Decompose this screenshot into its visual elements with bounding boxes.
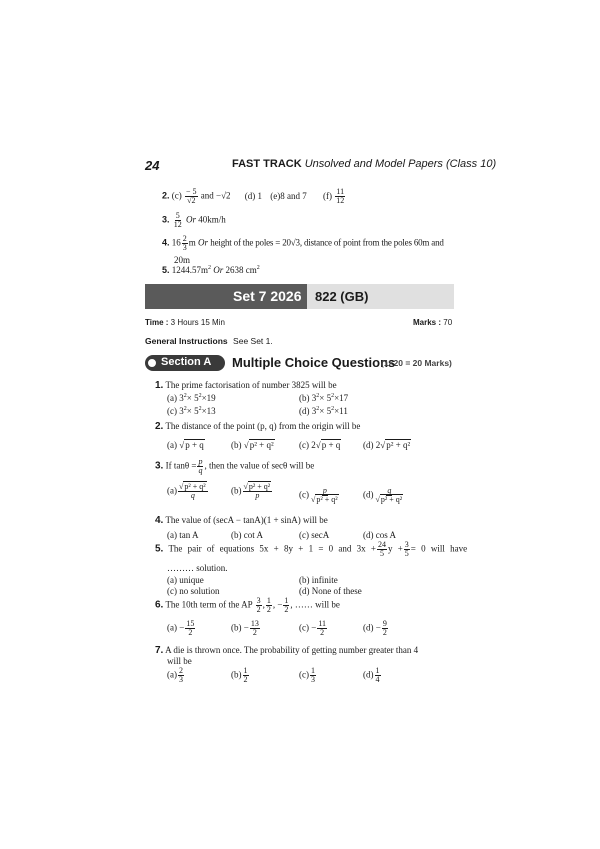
- option-label: (c): [299, 489, 309, 500]
- option-text: ×13: [201, 406, 216, 416]
- question-text: The distance of the point (p, q) from the origin will be: [165, 421, 361, 431]
- option-label: (b): [231, 485, 242, 496]
- frac-num: 15: [186, 619, 195, 628]
- option-label: (d): [363, 669, 374, 680]
- answer-text: 1244.57m: [171, 265, 209, 275]
- q1-option-c: (c) $3^2\times 5^2\times 13$: [167, 406, 216, 416]
- q4-option-a: (a) tan A: [167, 530, 199, 540]
- q3-option-c: [299, 487, 341, 504]
- question-number: 1.: [155, 380, 164, 391]
- fraction: [404, 541, 410, 558]
- fraction: [250, 620, 260, 637]
- fraction: [173, 212, 183, 229]
- option-text: (a) 3: [167, 393, 184, 403]
- fraction: [377, 541, 387, 558]
- frac-den: 2: [256, 605, 261, 614]
- general-label: General Instructions: [145, 336, 228, 346]
- fraction: [266, 597, 272, 614]
- frac-den: 2: [243, 675, 248, 684]
- question-text: , then the value of secθ will be: [204, 460, 315, 471]
- option-label: (b) −: [231, 622, 249, 633]
- unit: m: [188, 237, 196, 248]
- set-banner: [145, 284, 454, 309]
- fraction: [335, 188, 345, 205]
- time-label: Time :: [145, 318, 169, 327]
- answer-4: [162, 235, 444, 252]
- frac-num: 2: [179, 666, 183, 675]
- frac-den: 5: [404, 549, 409, 558]
- answer-3: [162, 212, 226, 229]
- answer-text: and −√2: [200, 190, 231, 201]
- frac-den: 2: [266, 605, 271, 614]
- marks-label: Marks :: [413, 318, 442, 327]
- option-label: (d) 1: [244, 190, 263, 201]
- option-label: (d) 2: [363, 440, 381, 450]
- frac-num: 24: [377, 540, 386, 549]
- page-number: 24: [145, 158, 160, 173]
- option-text: p + q: [185, 440, 204, 450]
- q4-option-d: (d) cos A: [363, 530, 396, 540]
- question-7: [155, 645, 418, 656]
- fraction: [317, 620, 327, 637]
- q3-option-a: [167, 483, 209, 500]
- q4-option-b: (b) cot A: [231, 530, 263, 540]
- question-number: 2.: [155, 421, 164, 432]
- option-label: (c) 2: [299, 440, 316, 450]
- answer-4-line2: 20m: [174, 255, 191, 265]
- general-instructions: [145, 336, 273, 346]
- fraction: [178, 667, 184, 684]
- fraction: [185, 188, 198, 205]
- option-label: (f): [323, 190, 333, 201]
- option-label: (b): [231, 669, 242, 680]
- frac-num: 13: [250, 619, 259, 628]
- q5-option-c: (c) no solution: [167, 586, 220, 596]
- frac-den: p² + q²: [316, 495, 338, 504]
- section-badge: [145, 355, 225, 371]
- question-number: 7.: [155, 645, 164, 656]
- frac-den: 4: [375, 675, 380, 684]
- frac-num: 2: [182, 234, 187, 243]
- fraction: [382, 620, 388, 637]
- q1-option-d: (d) $3^2\times 5^2\times 11$: [299, 406, 348, 416]
- q7-option-b: [231, 667, 250, 684]
- frac-den: 2: [252, 628, 257, 637]
- option-text: p + q: [321, 440, 341, 450]
- answer-number: 2.: [162, 190, 170, 201]
- option-label: (a) −: [167, 622, 185, 633]
- option-text: × 5: [319, 406, 332, 416]
- frac-den: 2: [320, 628, 325, 637]
- frac-num: 1: [311, 666, 315, 675]
- question-text: The pair of equations 5x + 8y + 1 = 0 and 3x +: [168, 543, 376, 554]
- q1-option-b: (b) $3^2\times 5^2\times 17$: [299, 393, 349, 403]
- q2-option-a: (a) √p + q: [167, 440, 204, 450]
- answer-5: 5. $1244.57m^2$ Or 2638 $cm^2$: [162, 265, 260, 275]
- option-text: (b) 3: [299, 393, 317, 403]
- question-text: If tanθ =: [165, 460, 197, 471]
- q6-option-a: [167, 620, 196, 637]
- question-5: [155, 541, 467, 558]
- question-number: 4.: [155, 515, 164, 526]
- frac-den: 5: [379, 549, 384, 558]
- question-text: , …… will be: [290, 599, 340, 610]
- q3-option-b: [231, 483, 273, 500]
- frac-den: 2: [382, 628, 387, 637]
- question-number: 5.: [155, 543, 164, 555]
- q3-option-d: [363, 487, 405, 504]
- fraction: $\frac{p}{\text{√p² + q²}}$: [311, 486, 338, 504]
- option-text: ×19: [201, 393, 216, 403]
- section-marks: (1×20 = 20 Marks): [381, 358, 452, 368]
- frac-den: √2: [187, 196, 196, 205]
- or-text: Or: [198, 237, 209, 248]
- section-label: Section A: [161, 356, 212, 368]
- fraction: $\frac{q}{\text{√p² + q²}}$: [375, 486, 403, 504]
- option-label: (c) −: [299, 622, 317, 633]
- answer-text: 40km/h: [198, 214, 226, 225]
- q5-option-a: (a) unique: [167, 575, 204, 585]
- question-text: y +: [387, 543, 403, 554]
- option-text: × 5: [186, 406, 199, 416]
- option-text: × 5: [186, 393, 199, 403]
- frac-num: 3: [256, 596, 261, 605]
- question-1: [155, 380, 337, 391]
- set-title: Set 7 2026: [233, 288, 302, 304]
- fraction: $\frac{\text{√p² + q²}}{q}$: [179, 482, 206, 500]
- frac-num: 1: [284, 596, 289, 605]
- frac-den: 12: [336, 196, 345, 205]
- question-text: = 0 will have: [410, 543, 468, 554]
- q4-option-c: (c) secA: [299, 530, 330, 540]
- frac-num: 11: [336, 187, 345, 196]
- option-text: ×11: [334, 406, 348, 416]
- frac-num: 1: [266, 596, 271, 605]
- answer-number: 5.: [162, 265, 170, 275]
- question-text: The value of (secA − tanA)(1 + sinA) will be: [165, 515, 328, 525]
- question-text: A die is thrown once. The probability of getting number greater than 4: [165, 645, 419, 655]
- q5-option-b: (b) infinite: [299, 575, 338, 585]
- frac-num: p: [198, 457, 203, 466]
- bullet-icon: [147, 358, 157, 368]
- fraction: [197, 458, 203, 475]
- section-title: Multiple Choice Questions: [232, 355, 396, 370]
- q6-option-d: [363, 620, 389, 637]
- q6-option-b: [231, 620, 261, 637]
- question-number: 6.: [155, 599, 164, 611]
- question-7-line2: will be: [167, 656, 192, 666]
- brand: FAST TRACK: [232, 158, 302, 170]
- frac-num: p² + q²: [248, 482, 271, 491]
- answer-number: 4.: [162, 237, 170, 248]
- question-text: ,: [262, 599, 265, 610]
- frac-den: p² + q²: [380, 495, 403, 504]
- option-text: p² + q²: [249, 440, 274, 450]
- marks-line: [413, 318, 452, 327]
- option-label: (a): [167, 440, 177, 450]
- or-text: Or: [186, 214, 197, 225]
- q2-option-c: (c) 2√p + q: [299, 440, 341, 450]
- question-3: [155, 458, 314, 475]
- frac-num: 1: [375, 666, 380, 675]
- frac-num: 9: [382, 619, 387, 628]
- answer-text: 16: [171, 237, 181, 248]
- fraction: $\frac{\text{√p² + q²}}{p}$: [243, 482, 271, 500]
- question-6: [155, 597, 340, 614]
- question-4: [155, 515, 328, 526]
- frac-num: p: [322, 486, 327, 495]
- frac-num: 3: [404, 540, 409, 549]
- q6-option-c: [299, 620, 328, 637]
- header-subtitle: Unsolved and Model Papers (Class 10): [304, 158, 497, 170]
- q7-option-a: [167, 667, 185, 684]
- option-text: p² + q²: [386, 440, 411, 450]
- option-label: (b): [231, 440, 242, 450]
- time-value: 3 Hours 15 Min: [170, 318, 225, 327]
- answer-text: height of the poles = 20√3, distance of point from the poles 60m and: [210, 237, 444, 248]
- frac-den: 3: [311, 675, 315, 684]
- option-label: (c): [171, 190, 182, 201]
- or-text: Or: [213, 265, 224, 275]
- fraction: [375, 667, 381, 684]
- option-text: ×17: [334, 393, 349, 403]
- frac-num: − 5: [186, 187, 197, 196]
- q7-option-c: [299, 667, 317, 684]
- option-label: (c): [299, 669, 309, 680]
- fraction: [243, 667, 249, 684]
- frac-den: p: [255, 491, 260, 500]
- frac-num: 5: [175, 211, 180, 220]
- time-line: [145, 318, 225, 327]
- frac-den: 2: [284, 605, 289, 614]
- option-label: (a): [167, 485, 177, 496]
- question-5-line2: ……… solution.: [167, 563, 228, 573]
- general-text: See Set 1.: [233, 336, 273, 346]
- question-text: The prime factorisation of number 3825 will be: [165, 380, 337, 390]
- option-label: (d) −: [363, 622, 381, 633]
- set-code: 822 (GB): [315, 289, 369, 304]
- fraction: [185, 620, 195, 637]
- option-label: (e)8 and 7: [270, 190, 307, 201]
- question-2: [155, 421, 360, 432]
- frac-den: 3: [179, 675, 183, 684]
- answer-number: 3.: [162, 214, 170, 225]
- frac-num: 11: [318, 619, 327, 628]
- frac-den: 2: [188, 628, 193, 637]
- answer-text: 2638 cm: [225, 265, 257, 275]
- option-label: (a): [167, 669, 177, 680]
- marks-value: 70: [443, 318, 453, 327]
- q2-option-b: (b) √p² + q²: [231, 440, 274, 450]
- question-text: The 10th term of the AP: [165, 599, 253, 610]
- option-text: (c) 3: [167, 406, 184, 416]
- q2-option-d: (d) 2√p² + q²: [363, 440, 411, 450]
- q5-option-d: (d) None of these: [299, 586, 362, 596]
- frac-den: 12: [173, 220, 182, 229]
- option-text: (d) 3: [299, 406, 317, 416]
- fraction: [182, 235, 188, 252]
- frac-den: q: [198, 466, 203, 475]
- running-header: [232, 158, 496, 170]
- question-text: , −: [272, 599, 283, 610]
- frac-num: p² + q²: [184, 482, 206, 491]
- fraction: [256, 597, 262, 614]
- option-label: (d): [363, 489, 374, 500]
- frac-num: 1: [243, 666, 248, 675]
- q1-option-a: (a) $3^2\times 5^2\times 19$: [167, 393, 216, 403]
- q7-option-d: [363, 667, 382, 684]
- question-number: 3.: [155, 460, 164, 472]
- frac-den: 3: [182, 243, 187, 252]
- frac-num: q: [387, 486, 392, 495]
- fraction: [283, 597, 289, 614]
- answer-2: [162, 188, 346, 205]
- option-text: × 5: [319, 393, 332, 403]
- fraction: [310, 667, 316, 684]
- frac-den: q: [190, 491, 195, 500]
